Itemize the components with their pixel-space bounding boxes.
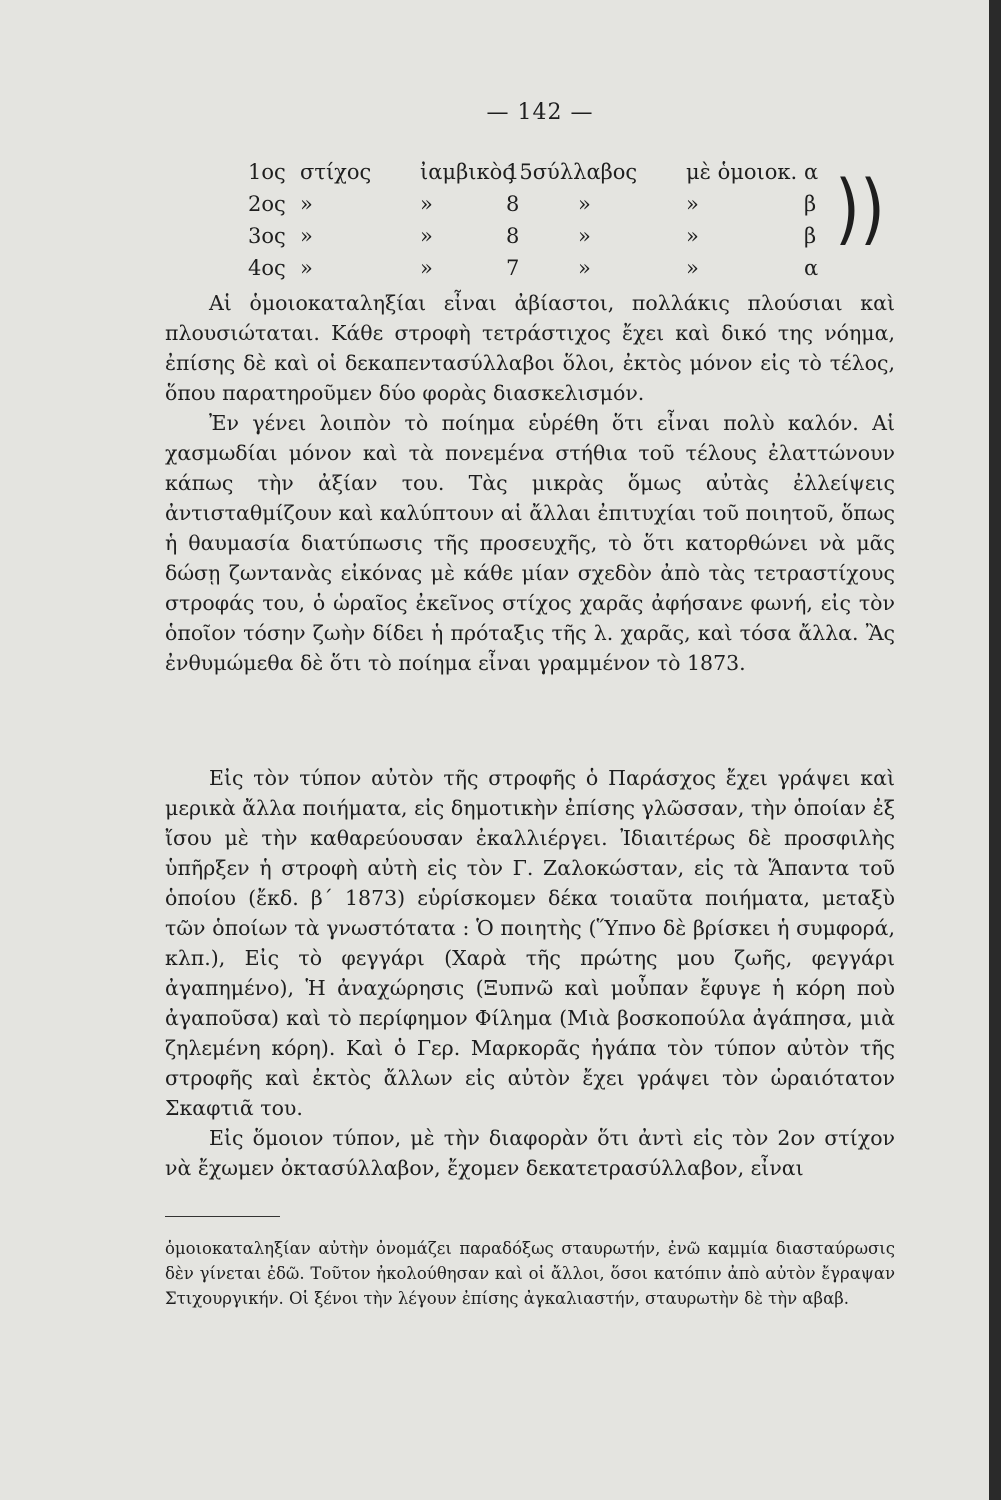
paragraph: Αἱ ὁμοιοκαταληξίαι εἶναι ἀβίαστοι, πολλάκις πλούσιαι καὶ πλουσιώταται. Κάθε στροφὴ τετράστιχος ἔχει καὶ δικό της νόημα, ἐπίσης δὲ καὶ οἱ δεκαπεντασύλλαβοι ὅλοι, ἐκτὸς μόνον εἰς τὸ τέλος, ὅπου παρατηροῦμεν δύο φορὰς διασκελισμόν. (165, 291, 895, 405)
footnote: ὁμοιοκαταληξίαν αὐτὴν ὀνομάζει παραδόξως σταυρωτήν, ἐνῶ καμμία διασταύρωσις δὲν γίνεται ἐδῶ. Τοῦτον ἠκολούθησαν καὶ οἱ ἄλλοι, ὅσοι κατόπιν ἀπὸ αὐτὸν ἔγραψαν Στιχουργικήν. Οἱ ξένοι τὴν λέγουν ἐπίσης ἀγκαλιαστήν, σταυρωτὴν δὲ τὴν αβαβ. (165, 1239, 895, 1308)
scheme-rhyme: α (804, 160, 819, 184)
scheme-meter: » (420, 256, 433, 280)
paragraph: Εἰς ὅμοιον τύπον, μὲ τὴν διαφορὰν ὅτι ἀντὶ εἰς τὸν 2ον στίχον νὰ ἔχωμεν ὀκτασύλλαβον, ἔχομεν δεκατετρασύλλαβον, εἶναι (165, 1126, 895, 1180)
scheme-ditto: » (578, 192, 591, 216)
scheme-syllables: 15σύλλαβος (506, 160, 638, 184)
scheme-meter: ἰαμβικὸς (420, 160, 514, 184)
scheme-word: στίχος (300, 160, 372, 184)
page-number: — 142 — (486, 100, 594, 125)
scheme-row (248, 192, 828, 224)
scheme-rest: » (686, 224, 699, 248)
body-text-top (165, 288, 895, 678)
paragraph: Εἰς τὸν τύπον αὐτὸν τῆς στροφῆς ὁ Παράσχος ἔχει γράψει καὶ μερικὰ ἄλλα ποιήματα, εἰς δημοτικὴν ἐπίσης γλῶσσαν, τὴν ὁποίαν ἐξ ἴσου μὲ τὴν καθαρεύουσαν ἐκαλλιέργει. Ἰδιαιτέρως δὲ προσφιλὴς ὑπῆρξεν ἡ στροφὴ αὐτὴ εἰς τὸν Γ. Ζαλοκώσταν, εἰς τὰ Ἅπαντα τοῦ ὁποίου (ἔκδ. β΄ 1873) εὑρίσκομεν δέκα τοιαῦτα ποιήματα, μεταξὺ τῶν ὁποίων τὰ γνωστότατα : Ὁ ποιητὴς (Ὕπνο δὲ βρίσκει ἡ συμφορά, κλπ.), Εἰς τὸ φεγγάρι (Χαρὰ τῆς πρώτης μου ζωῆς, φεγγάρι ἀγαπημένο), Ἡ ἀναχώρησις (Ξυπνῶ καὶ μοὖπαν ἔφυγε ἡ κόρη ποὺ ἀγαποῦσα) καὶ τὸ περίφημον Φίλημα (Μιὰ βοσκοπούλα ἀγάπησα, μιὰ ζηλεμένη κόρη). Καὶ ὁ Γερ. Μαρκορᾶς ἠγάπα τὸν τύπον αὐτὸν τῆς στροφῆς καὶ ἐκτὸς ἄλλων εἰς αὐτὸν ἔχει γράψει τὸν ὡραιότατον Σκαφτιᾶ του. (165, 766, 895, 1120)
scheme-syllables: 7 (506, 256, 520, 280)
scheme-row (248, 224, 828, 256)
scheme-ditto: » (578, 224, 591, 248)
scheme-rhyme: β (804, 224, 817, 248)
scheme-line: 1ος (248, 160, 286, 184)
scheme-syllables: 8 (506, 224, 520, 248)
scheme-meter: » (420, 192, 433, 216)
footnote-divider (165, 1216, 280, 1217)
scheme-rhyme: α (804, 256, 819, 280)
scheme-row (248, 256, 828, 288)
scheme-meter: » (420, 224, 433, 248)
scheme-word: » (300, 192, 313, 216)
scan-edge (989, 0, 1001, 1500)
rhyme-brackets: )) (835, 165, 885, 255)
scheme-rest: μὲ ὁμοιοκ. (686, 160, 798, 184)
scheme-word: » (300, 224, 313, 248)
scheme-rhyme: β (804, 192, 817, 216)
scheme-line: 3ος (248, 224, 286, 248)
scheme-syllables: 8 (506, 192, 520, 216)
scheme-row (248, 160, 828, 192)
scheme-line: 2ος (248, 192, 286, 216)
paragraph: Ἐν γένει λοιπὸν τὸ ποίημα εὑρέθη ὅτι εἶναι πολὺ καλόν. Αἱ χασμωδίαι μόνον καὶ τὰ πονεμένα στήθια τοῦ τέλους ἐλαττώνουν κάπως τὴν ἀξίαν του. Τὰς μικρὰς ὅμως αὐτὰς ἐλλείψεις ἀντισταθμίζουν καὶ καλύπτουν αἱ ἄλλαι ἐπιτυχίαι τοῦ ποιητοῦ, ὅπως ἡ θαυμασία διατύπωσις τῆς προσευχῆς, τὸ ὅτι κατορθώνει νὰ μᾶς δώσῃ ζωντανὰς εἰκόνας μὲ κάθε μίαν σχεδὸν ἀπὸ τὰς τετραστίχους στροφάς του, ὁ ὡραῖος ἐκεῖνος στίχος χαρᾶς ἀφήσανε φωνή, εἰς τὸν ὁποῖον τόσην ζωὴν δίδει ἡ πρόταξις τῆς λ. χαρᾶς, καὶ τόσα ἄλλα. Ἂς ἐνθυμώμεθα δὲ ὅτι τὸ ποίημα εἶναι γραμμένον τὸ 1873. (165, 411, 895, 675)
scheme-line: 4ος (248, 256, 286, 280)
scheme-rest: » (686, 192, 699, 216)
scheme-ditto: » (578, 256, 591, 280)
rhyme-scheme-table (248, 160, 828, 288)
scheme-rest: » (686, 256, 699, 280)
body-text-bottom (165, 763, 895, 1183)
scheme-word: » (300, 256, 313, 280)
